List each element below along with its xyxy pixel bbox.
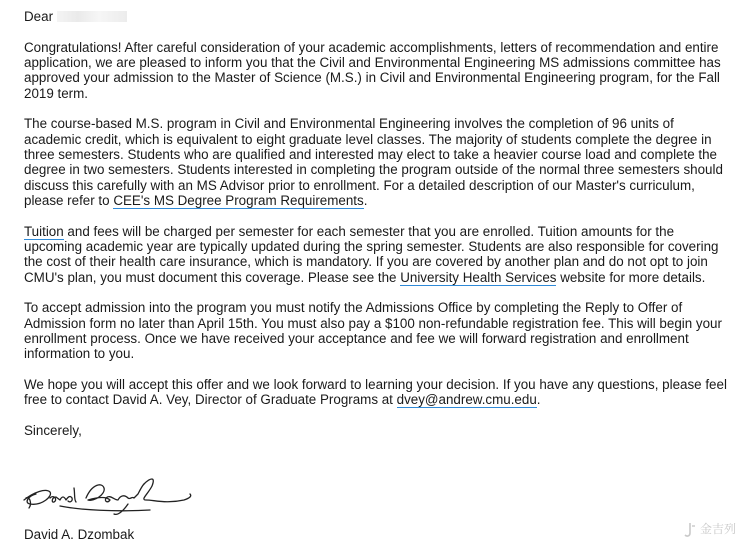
contact-text: We hope you will accept this offer and we look forward to learning your decision. If you have any questions, please feel free to contact David A. Vey, Director of Graduate Programs at (24, 377, 727, 408)
paragraph-congratulations: Congratulations! After careful consideration of your academic accomplishments, letters of recommendation and entire application, we are pleased to inform you that the Civil and Environmental Engineering MS admissions committee has approved your admission to the Master of Science (M.S.) in Civil and Environmental Engineering program, for the Fall 2019 term. (24, 39, 721, 101)
link-tuition[interactable]: Tuition (24, 223, 64, 239)
link-ms-degree-requirements[interactable]: CEE's MS Degree Program Requirements (113, 192, 364, 208)
program-description-text: The course-based M.S. program in Civil and Environmental Engineering involves the completion of 96 units of academic credit, which is equivalent to eight graduate level classes. The majority of students complete the degree in three semesters. Students who are qualified and interested may elect to take a heavier course load and complete the degree in two semesters. Students interested in completing the program outside of the normal three semesters should discuss this carefully with an MS Advisor prior to enrollment. For a detailed description of our Master's curriculum, please refer to (24, 116, 723, 208)
tuition-end: website for more details. (556, 269, 706, 285)
paragraph-acceptance: To accept admission into the program you must notify the Admissions Office by completing the Reply to Offer of Admission form no later than April 15th. You must also pay a $100 non-refundable registration fee. This will begin your enrollment process. Once we have received your acceptance and fee we will forward registration and enrollment information to you. (24, 300, 722, 362)
closing: Sincerely, (24, 423, 82, 439)
signer-name: David A. Dzombak (24, 527, 135, 542)
watermark-logo-icon (683, 522, 697, 538)
program-description-end: . (363, 192, 368, 208)
paragraph-contact (24, 377, 728, 408)
link-email-dvey[interactable]: dvey@andrew.cmu.edu (396, 392, 537, 408)
offer-letter (24, 9, 728, 454)
tuition-text: and fees will be charged per semester for each semester that you are enrolled. Tuition amounts for the upcoming academic year are typically updated during the spring semester. Students are also responsible for covering the cost of their health care insurance, which is mandatory. If you are covered by another plan and do not opt to join CMU's plan, you must document this coverage. Please see the (24, 223, 719, 285)
handwritten-signature (20, 470, 195, 528)
paragraph-program-description (24, 116, 728, 208)
watermark-text: 金吉列 (699, 522, 736, 537)
watermark (683, 522, 736, 538)
redacted-recipient-name (57, 11, 127, 22)
link-university-health-services[interactable]: University Health Services (400, 269, 557, 285)
salutation (24, 9, 728, 24)
paragraph-tuition (24, 224, 728, 285)
contact-end: . (536, 392, 541, 408)
salutation-text: Dear (24, 9, 54, 24)
